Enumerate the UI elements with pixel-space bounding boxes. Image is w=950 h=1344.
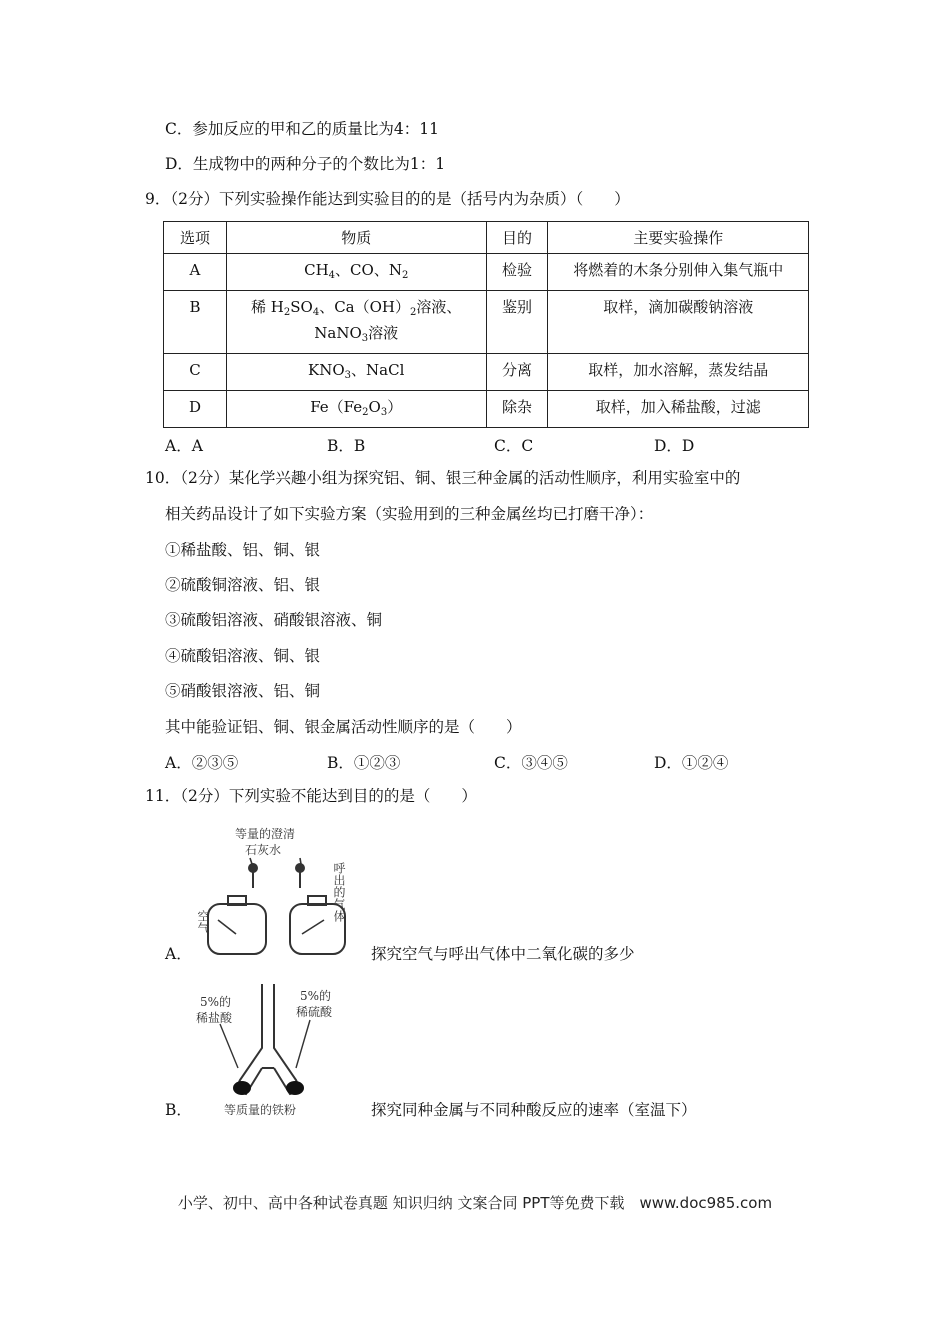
figure-label: 等量的澄清 — [235, 827, 296, 841]
table-row — [164, 391, 809, 428]
table-cell-purpose: 鉴别 — [486, 291, 548, 354]
q10-choice-d: D．①②④ — [654, 754, 729, 772]
table-header-cell: 选项 — [164, 222, 227, 254]
q11-option-a-label: A． — [165, 945, 192, 963]
table-header-cell: 物质 — [226, 222, 486, 254]
figure-label: 5%的 — [200, 995, 232, 1009]
prev-option-d: D．生成物中的两种分子的个数比为1：1 — [165, 155, 446, 173]
q11-option-a-text: 探究空气与呼出气体中二氧化碳的多少 — [371, 945, 635, 963]
prev-option-c: C．参加反应的甲和乙的质量比为4：11 — [165, 120, 439, 138]
table-cell-substance: $KNO_3$、NaCl — [226, 354, 486, 391]
q10-choice-b: B．①②③ — [327, 754, 401, 772]
q10-stem-line2: 相关药品设计了如下实验方案（实验用到的三种金属丝均已打磨干净）： — [165, 505, 654, 523]
limewater-bottles-figure — [190, 820, 365, 962]
table-cell-option: D — [164, 391, 227, 428]
table-cell-option: A — [164, 254, 227, 291]
q10-item-5: ⑤硝酸银溶液、铝、铜 — [165, 682, 321, 700]
table-row — [164, 291, 809, 354]
table-header-row — [164, 222, 809, 254]
q10-choice-a: A．②③⑤ — [165, 754, 239, 772]
q9-choice-d: D．D — [654, 437, 695, 455]
table-cell-operation: 取样，加入稀盐酸，过滤 — [548, 391, 809, 428]
q9-choice-b: B．B — [327, 437, 366, 455]
figure-label: 石灰水 — [245, 843, 282, 857]
table-cell-operation: 取样，滴加碳酸钠溶液 — [548, 291, 809, 354]
q9-stem: 9．（2分）下列实验操作能达到实验目的的是（括号内为杂质）（ ） — [145, 190, 630, 208]
q10-choice-c: C．③④⑤ — [494, 754, 568, 772]
q11-option-b-label: B． — [165, 1101, 192, 1119]
q9-table — [163, 221, 809, 428]
q9-choice-a: A．A — [165, 437, 203, 455]
table-cell-substance: 稀 $H_2SO_4$、$Ca(OH)_2$溶液、 NaNO$_3$溶液 — [226, 291, 486, 354]
figure-label: 稀盐酸 — [196, 1011, 233, 1025]
q11-stem: 11．（2分）下列实验不能达到目的的是（ ） — [145, 787, 477, 805]
table-cell-substance: $Fe(Fe_2O_3)$ — [226, 391, 486, 428]
q10-item-2: ②硫酸铜溶液、铝、银 — [165, 576, 321, 594]
figure-label-vertical: 空气 — [196, 910, 210, 934]
q10-stem-line1: 10．（2分）某化学兴趣小组为探究铝、铜、银三种金属的活动性顺序，利用实验室中的 — [145, 469, 741, 487]
figure-label-vertical: 呼出的气体 — [332, 862, 346, 922]
table-cell-operation: 取样，加水溶解，蒸发结晶 — [548, 354, 809, 391]
figure-label: 等质量的铁粉 — [224, 1103, 297, 1117]
page-footer: 小学、初中、高中各种试卷真题 知识归纳 文案合同 PPT等免费下载 www.doc985.com — [177, 1194, 773, 1212]
q10-item-1: ①稀盐酸、铝、铜、银 — [165, 541, 321, 559]
table-cell-option: B — [164, 291, 227, 354]
table-row — [164, 254, 809, 291]
table-row — [164, 354, 809, 391]
table-cell-purpose: 分离 — [486, 354, 548, 391]
y-tube-figure — [192, 978, 362, 1120]
figure-label: 5%的 — [300, 989, 332, 1003]
q11-option-b-text: 探究同种金属与不同种酸反应的速率（室温下） — [371, 1101, 697, 1119]
figure-label: 稀硫酸 — [296, 1005, 333, 1019]
table-cell-purpose: 除杂 — [486, 391, 548, 428]
table-cell-purpose: 检验 — [486, 254, 548, 291]
q10-item-3: ③硫酸铝溶液、硝酸银溶液、铜 — [165, 611, 383, 629]
table-cell-operation: 将燃着的木条分别伸入集气瓶中 — [548, 254, 809, 291]
q10-item-4: ④硫酸铝溶液、铜、银 — [165, 647, 321, 665]
table-header-cell: 目的 — [486, 222, 548, 254]
q9-choice-c: C．C — [494, 437, 534, 455]
table-header-cell: 主要实验操作 — [548, 222, 809, 254]
q10-question: 其中能验证铝、铜、银金属活动性顺序的是（ ） — [165, 718, 522, 736]
table-cell-substance: $CH_4$、CO、$N_2$ — [226, 254, 486, 291]
table-cell-option: C — [164, 354, 227, 391]
